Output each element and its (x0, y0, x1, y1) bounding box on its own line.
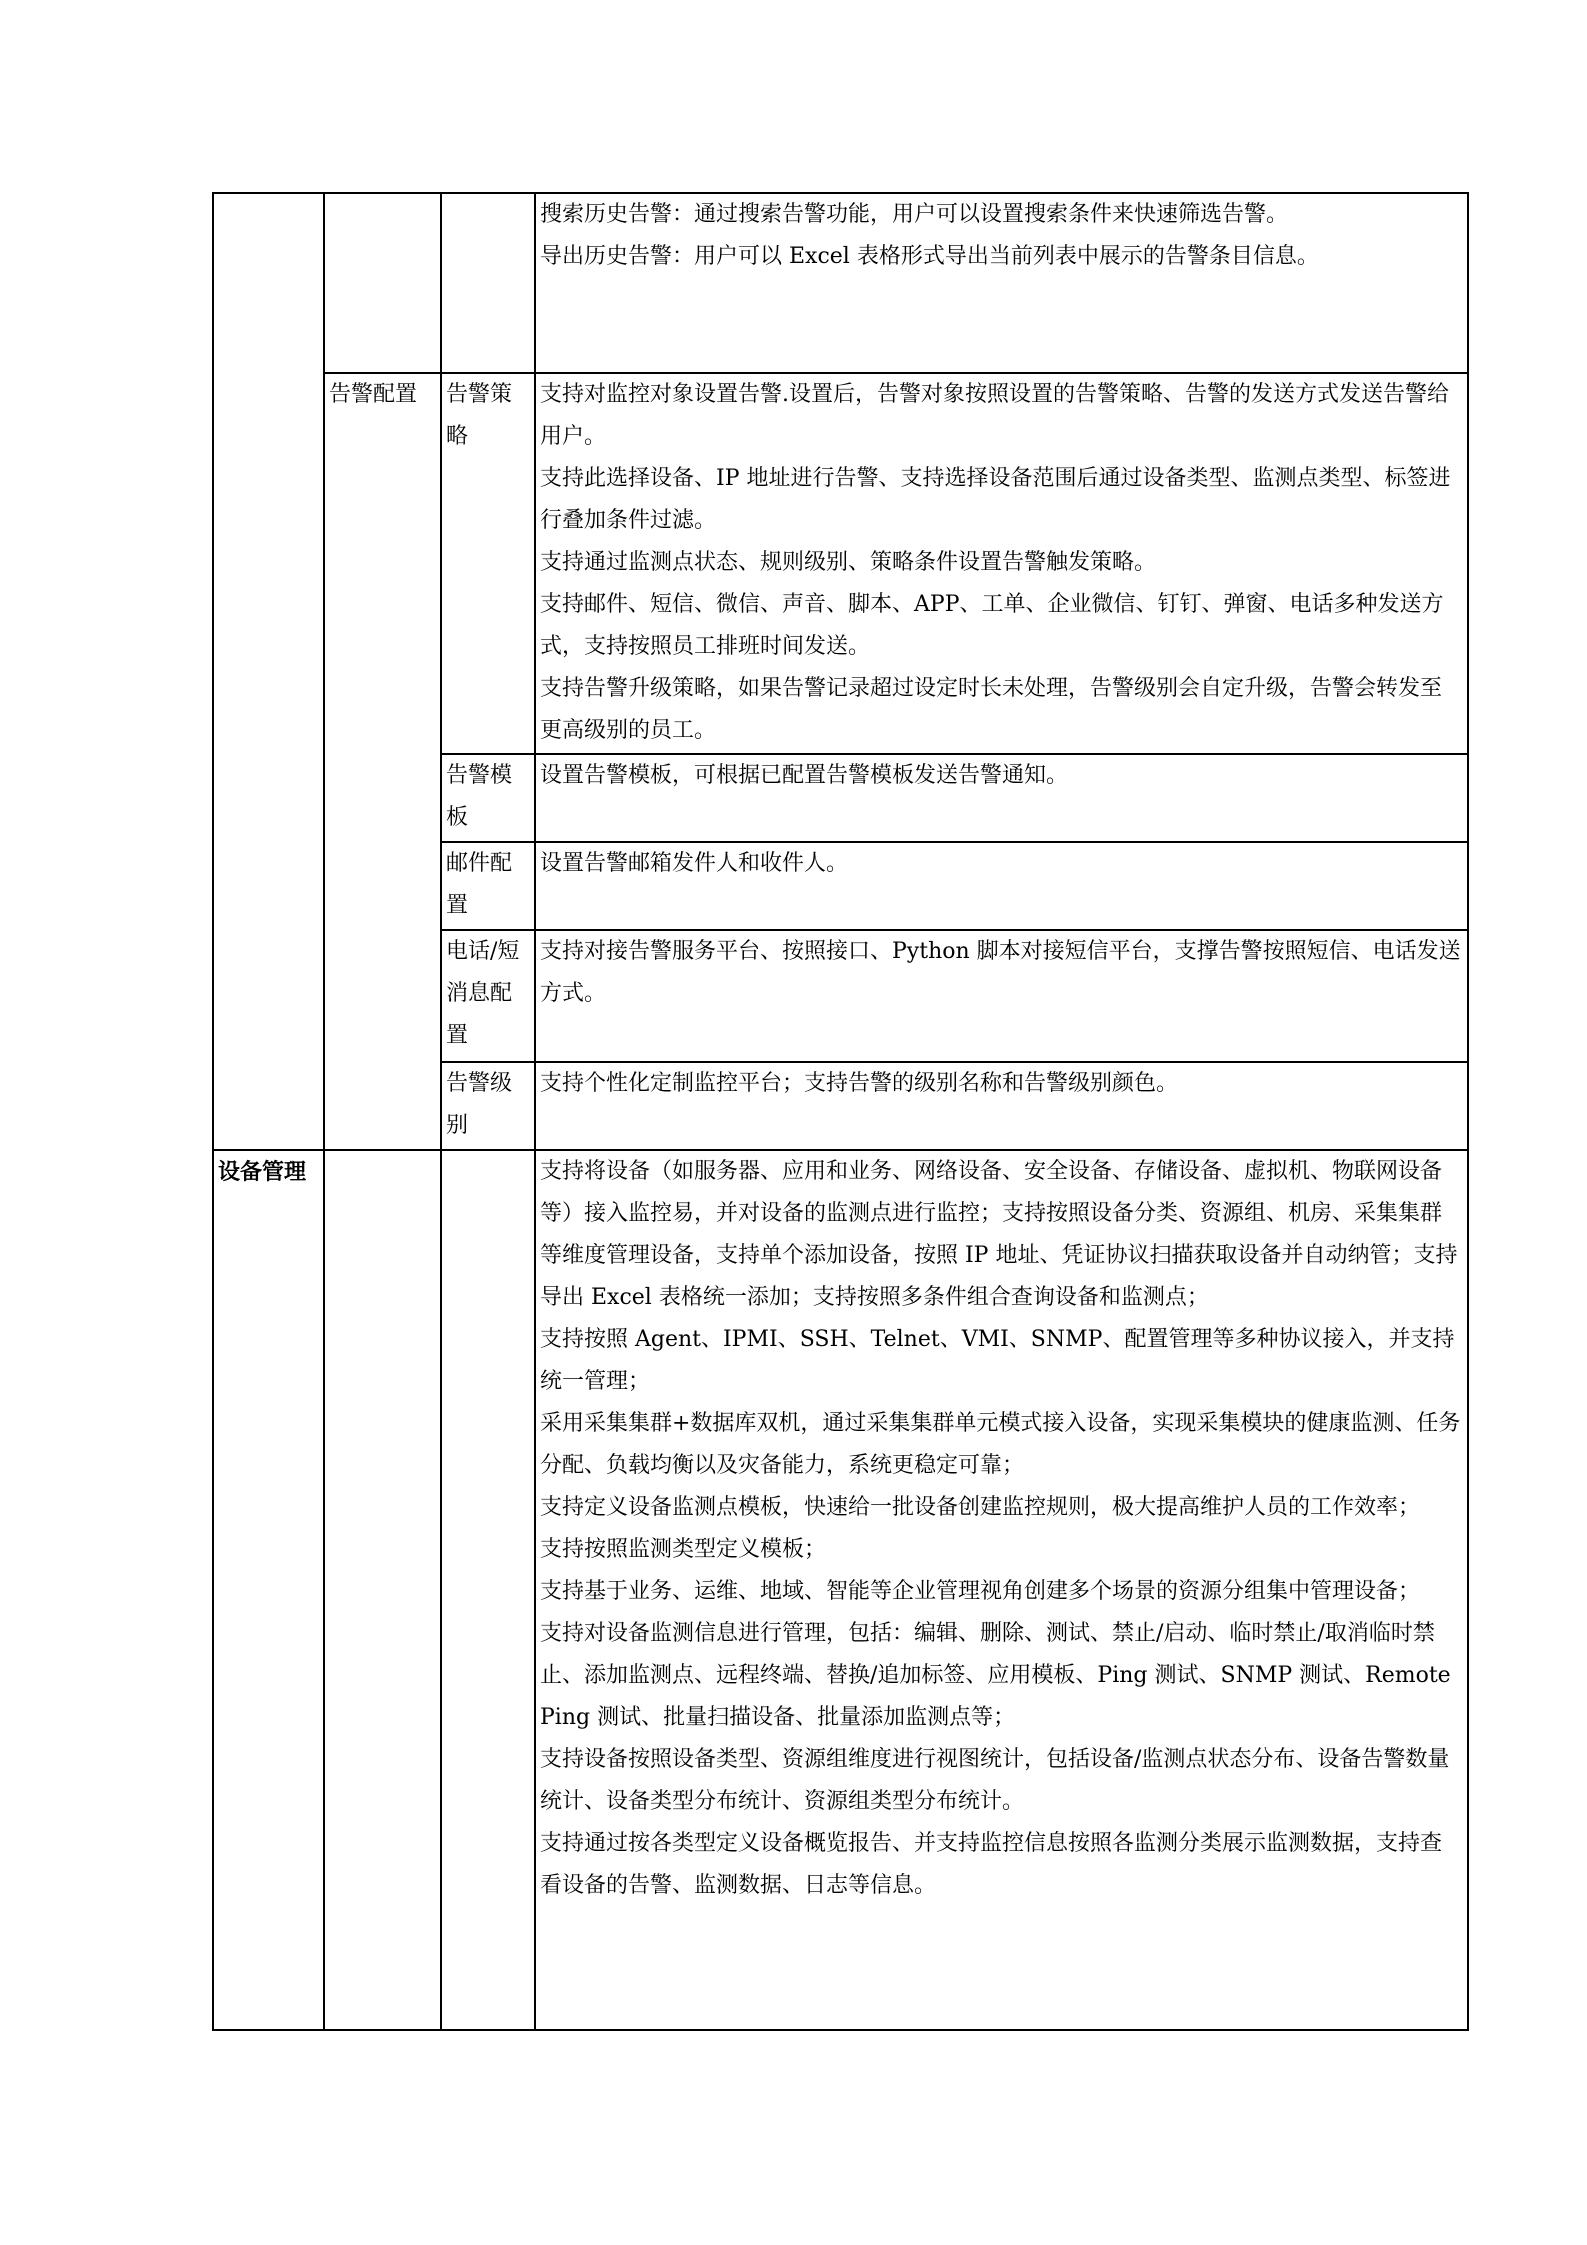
sub-cell-empty (441, 1150, 535, 2030)
description-line: 支持邮件、短信、微信、声音、脚本、APP、工单、企业微信、钉钉、弹窗、电话多种发送方式，支持按照员工排班时间发送。 (540, 592, 1444, 659)
description-line: 支持按照 Agent、IPMI、SSH、Telnet、VMI、SNMP、配置管理等多种协议接入，并支持统一管理； (540, 1327, 1455, 1394)
description-line: 支持对接告警服务平台、按照接口、Python 脚本对接短信平台，支撑告警按照短信、电话发送方式。 (540, 939, 1461, 1006)
description-line: 支持对监控对象设置告警.设置后，告警对象按照设置的告警策略、告警的发送方式发送告警给用户。 (540, 382, 1449, 449)
description-line: 搜索历史告警：通过搜索告警功能，用户可以设置搜索条件来快速筛选告警。 (540, 202, 1289, 227)
description-line: 支持定义设备监测点模板，快速给一批设备创建监控规则，极大提高维护人员的工作效率； (540, 1495, 1421, 1520)
spec-table (212, 192, 1469, 2031)
description-line: 支持通过监测点状态、规则级别、策略条件设置告警触发策略。 (540, 550, 1157, 575)
category-cell (213, 1150, 324, 2030)
group-label: 告警配置 (329, 382, 418, 407)
description-line: 支持设备按照设备类型、资源组维度进行视图统计，包括设备/监测点状态分布、设备告警数量统计、设备类型分布统计、资源组类型分布统计。 (540, 1747, 1450, 1814)
category-cell-empty (213, 193, 324, 1150)
description-cell (535, 754, 1468, 842)
sub-cell (441, 373, 535, 754)
table-row (213, 373, 1468, 754)
description-line: 支持通过按各类型定义设备概览报告、并支持监控信息按照各监测分类展示监测数据，支持查看设备的告警、监测数据、日志等信息。 (540, 1831, 1443, 1898)
description-line: 支持基于业务、运维、地域、智能等企业管理视角创建多个场景的资源分组集中管理设备； (540, 1579, 1421, 1604)
group-cell-empty (324, 193, 441, 373)
description-line: 支持告警升级策略，如果告警记录超过设定时长未处理，告警级别会自定升级，告警会转发至更高级别的员工。 (540, 676, 1443, 743)
description-line: 导出历史告警：用户可以 Excel 表格形式导出当前列表中展示的告警条目信息。 (540, 244, 1319, 269)
description-line: 支持按照监测类型定义模板； (540, 1537, 827, 1562)
group-cell-empty (324, 1150, 441, 2030)
description-cell (535, 193, 1468, 373)
table-row (213, 1150, 1468, 2030)
sub-label: 告警级别 (446, 1071, 513, 1138)
description-line: 设置告警模板，可根据已配置告警模板发送告警通知。 (540, 763, 1069, 788)
description-line: 支持将设备（如服务器、应用和业务、网络设备、安全设备、存储设备、虚拟机、物联网设备等）接入监控易，并对设备的监测点进行监控；支持按照设备分类、资源组、机房、采集集群等维度管理设备，支持单个添加设备，按照 IP 地址、凭证协议扫描获取设备并自动纳管；支持导出 Excel 表格统一添加；支持按照多条件组合查询设备和监测点； (540, 1159, 1458, 1310)
description-cell (535, 373, 1468, 754)
description-cell (535, 842, 1468, 930)
description-line: 支持对设备监测信息进行管理，包括：编辑、删除、测试、禁止/启动、临时禁止/取消临时禁止、添加监测点、远程终端、替换/追加标签、应用模板、Ping 测试、SNMP 测试、RemotePing 测试、批量扫描设备、批量添加监测点等； (540, 1621, 1451, 1730)
description-line: 支持个性化定制监控平台；支持告警的级别名称和告警级别颜色。 (540, 1071, 1179, 1096)
table-row (213, 193, 1468, 373)
sub-cell (441, 754, 535, 842)
sub-cell (441, 842, 535, 930)
sub-label: 电话/短消息配置 (446, 939, 520, 1048)
description-line: 支持此选择设备、IP 地址进行告警、支持选择设备范围后通过设备类型、监测点类型、标签进行叠加条件过滤。 (540, 466, 1451, 533)
description-cell (535, 1062, 1468, 1150)
description-cell (535, 930, 1468, 1062)
category-label: 设备管理 (218, 1159, 307, 1185)
sub-label: 告警模板 (446, 763, 513, 830)
description-line: 采用采集集群+数据库双机，通过采集集群单元模式接入设备，实现采集模块的健康监测、任务分配、负载均衡以及灾备能力，系统更稳定可靠； (540, 1411, 1461, 1478)
description-cell (535, 1150, 1468, 2030)
sub-cell (441, 1062, 535, 1150)
group-cell (324, 373, 441, 1150)
description-line: 设置告警邮箱发件人和收件人。 (540, 851, 849, 876)
sub-label: 邮件配置 (446, 851, 513, 918)
sub-cell (441, 930, 535, 1062)
sub-label: 告警策略 (446, 382, 513, 449)
sub-cell-empty (441, 193, 535, 373)
